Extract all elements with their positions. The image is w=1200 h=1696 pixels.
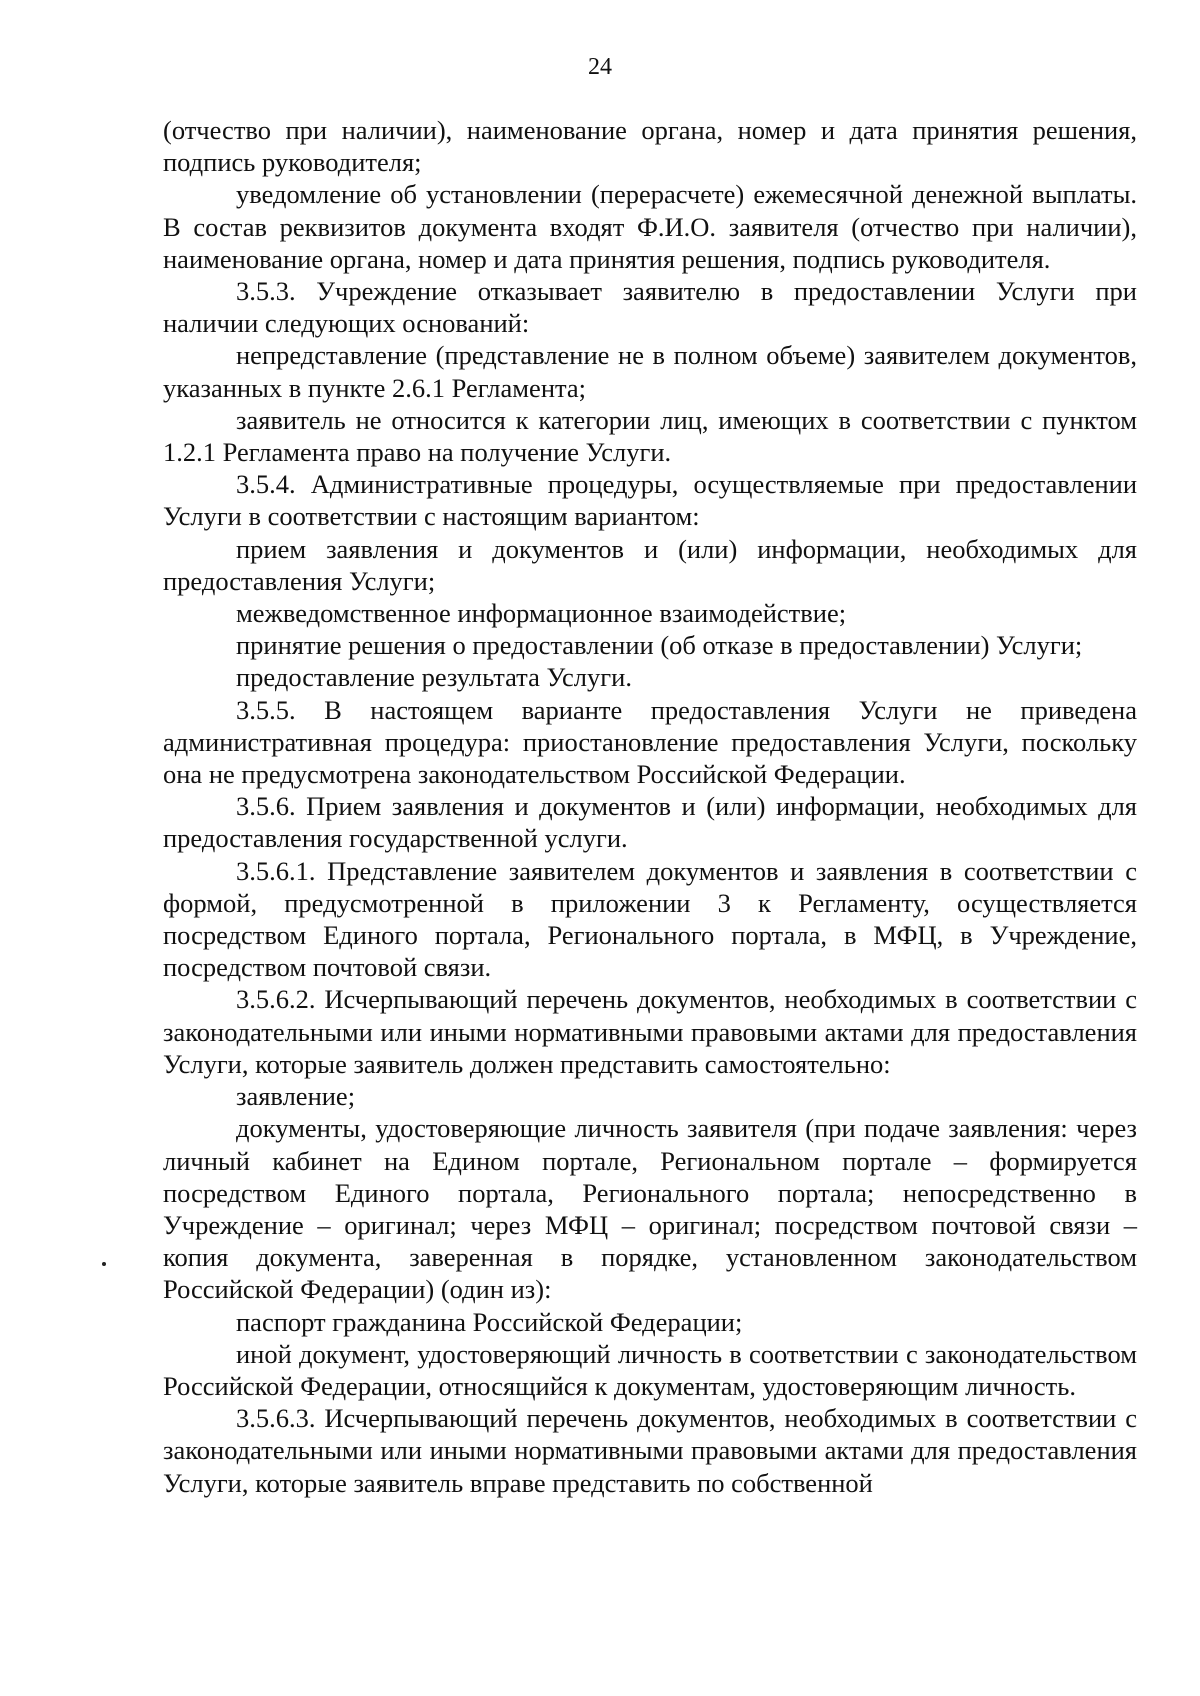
paragraph-3-5-6-1: 3.5.6.1. Представление заявителем документов и заявления в соответствии с формой, предусмотренной в приложении 3 к Регламенту, осуществляется посредством Единого портала, Регионального портала, в МФЦ, в Учреждение, посредством почтовой связи. xyxy=(163,855,1137,983)
paragraph-procedure-3: принятие решения о предоставлении (об отказе в предоставлении) Услуги; xyxy=(236,630,1083,661)
paragraph-procedure-1: прием заявления и документов и (или) информации, необходимых для предоставления Услуги; xyxy=(163,533,1137,596)
paragraph-procedure-2: межведомственное информационное взаимодействие; xyxy=(236,598,847,629)
paragraph-3-5-6: 3.5.6. Прием заявления и документов и (или) информации, необходимых для предоставления государственной услуги. xyxy=(163,791,1137,854)
paragraph-3-5-3: 3.5.3. Учреждение отказывает заявителю в предоставлении Услуги при наличии следующих оснований: xyxy=(163,276,1137,339)
paragraph-refusal-ground-2: заявитель не относится к категории лиц, имеющих в соответствии с пунктом 1.2.1 Регламента право на получение Услуги. xyxy=(163,404,1137,468)
document-body xyxy=(163,114,1137,1499)
paragraph-continuation: (отчество при наличии), наименование органа, номер и дата принятия решения, подпись руководителя; xyxy=(163,115,1137,178)
paragraph-other-identity-document: иной документ, удостоверяющий личность в соответствии с законодательством Российской Федерации, относящийся к документам, удостоверяющим личность. xyxy=(163,1338,1137,1401)
paragraph-3-5-5: 3.5.5. В настоящем варианте предоставления Услуги не приведена административная процедура: приостановление предоставления Услуги, поскольку она не предусмотрена законодательством Российской Федерации. xyxy=(163,694,1137,790)
paragraph-notification: уведомление об установлении (перерасчете) ежемесячной денежной выплаты. В состав реквизитов документа входят Ф.И.О. заявителя (отчество при наличии), наименование органа, номер и дата принятия решения, подпись руководителя. xyxy=(163,179,1137,274)
paragraph-identity-documents: документы, удостоверяющие личность заявителя (при подаче заявления: через личный кабинет на Едином портале, Региональном портале – формируется посредством Единого портала, Регионального портала; непосредственно в Учреждение – оригинал; через МФЦ – оригинал; посредством почтовой связи – копия документа, заверенная в порядке, установленном законодательством Российской Федерации) (один из): xyxy=(163,1113,1137,1305)
paragraph-procedure-4: предоставление результата Услуги. xyxy=(236,662,632,693)
paragraph-3-5-6-2: 3.5.6.2. Исчерпывающий перечень документов, необходимых в соответствии с законодательными или иными нормативными правовыми актами для предоставления Услуги, которые заявитель должен представить самостоятельно: xyxy=(163,984,1137,1079)
paragraph-passport: паспорт гражданина Российской Федерации; xyxy=(236,1306,743,1337)
paragraph-3-5-4: 3.5.4. Административные процедуры, осуществляемые при предоставлении Услуги в соответствии с настоящим вариантом: xyxy=(163,469,1137,532)
scan-speck xyxy=(102,1262,106,1266)
paragraph-refusal-ground-1: непредставление (представление не в полном объеме) заявителем документов, указанных в пункте 2.6.1 Регламента; xyxy=(163,340,1137,403)
paragraph-3-5-6-3: 3.5.6.3. Исчерпывающий перечень документов, необходимых в соответствии с законодательными или иными нормативными правовыми актами для предоставления Услуги, которые заявитель вправе представить по собственной xyxy=(163,1403,1137,1498)
paragraph-application: заявление; xyxy=(236,1081,356,1112)
page-number: 24 xyxy=(588,54,612,80)
